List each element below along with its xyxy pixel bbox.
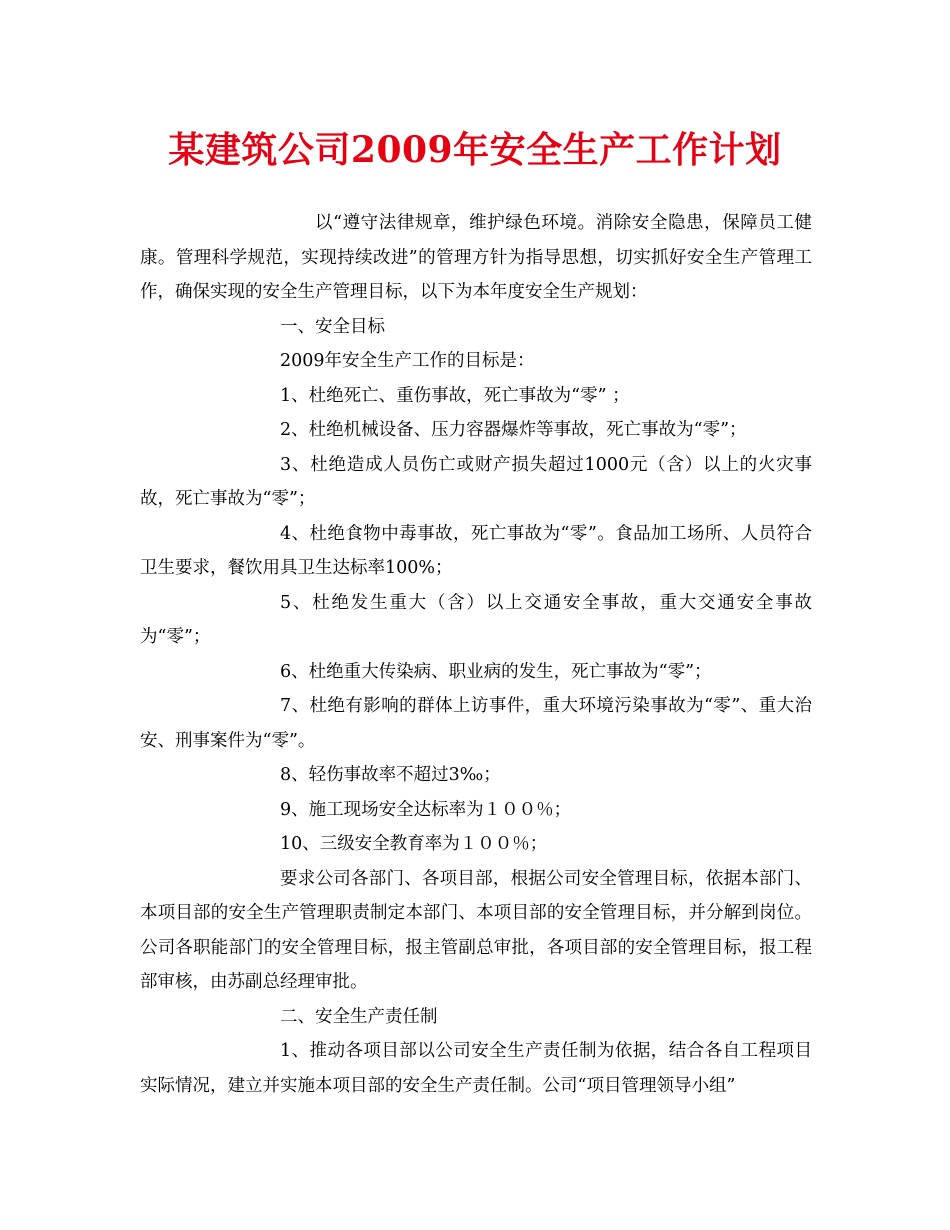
goal-item-7: 7、杜绝有影响的群体上访事件，重大环境污染事故为“零”、重大治安、刑事案件为“零”。 [140,696,812,751]
goal-item-4: 4、杜绝食物中毒事故，死亡事故为“零”。食品加工场所、人员符合卫生要求，餐饮用具卫生达标率100%； [140,523,812,578]
requirements-paragraph: 要求公司各部门、各项目部，根据公司安全管理目标，依据本部门、本项目部的安全生产管理职责制定本部门、本项目部的安全管理目标，并分解到岗位。公司各职能部门的安全管理目标，报主管副总审批，各项目部的安全管理目标，报工程部审核，由苏副总经理审批。 [140,868,812,992]
intro-paragraph: 以“遵守法律规章，维护绿色环境。消除安全隐患，保障员工健康。管理科学规范，实现持续改进”的管理方针为指导思想，切实抓好安全生产管理工作，确保实现的安全生产管理目标，以下为本年度安全生产规划： [140,213,812,302]
section-heading-safety-goals: 一、安全目标 [280,316,385,337]
goal-item-3: 3、杜绝造成人员伤亡或财产损失超过1000元（含）以上的火灾事故，死亡事故为“零”； [140,454,812,509]
goal-item-1: 1、杜绝死亡、重伤事故，死亡事故为“零” ； [280,385,630,406]
document-body [140,206,812,1103]
goals-intro-paragraph: 2009年安全生产工作的目标是： [280,351,535,371]
responsibility-item-1: 1、推动各项目部以公司安全生产责任制为依据，结合各自工程项目实际情况，建立并实施本项目部的安全生产责任制。公司“项目管理领导小组” [140,1041,812,1096]
document-title: 某建筑公司2009年安全生产工作计划 [168,129,782,171]
goal-item-5: 5、杜绝发生重大（含）以上交通安全事故，重大交通安全事故为“零”； [140,592,812,647]
goal-item-2: 2、杜绝机械设备、压力容器爆炸等事故，死亡事故为“零”； [280,420,747,440]
section-heading-responsibility: 二、安全生产责任制 [280,1006,438,1027]
goal-item-10: 10、三级安全教育率为１００％； [280,834,548,854]
goal-item-9: 9、施工现场安全达标率为１００％； [280,799,572,820]
goal-item-6: 6、杜绝重大传染病、职业病的发生，死亡事故为“零”； [280,661,712,682]
goal-item-8: 8、轻伤事故率不超过3‰； [280,765,501,785]
